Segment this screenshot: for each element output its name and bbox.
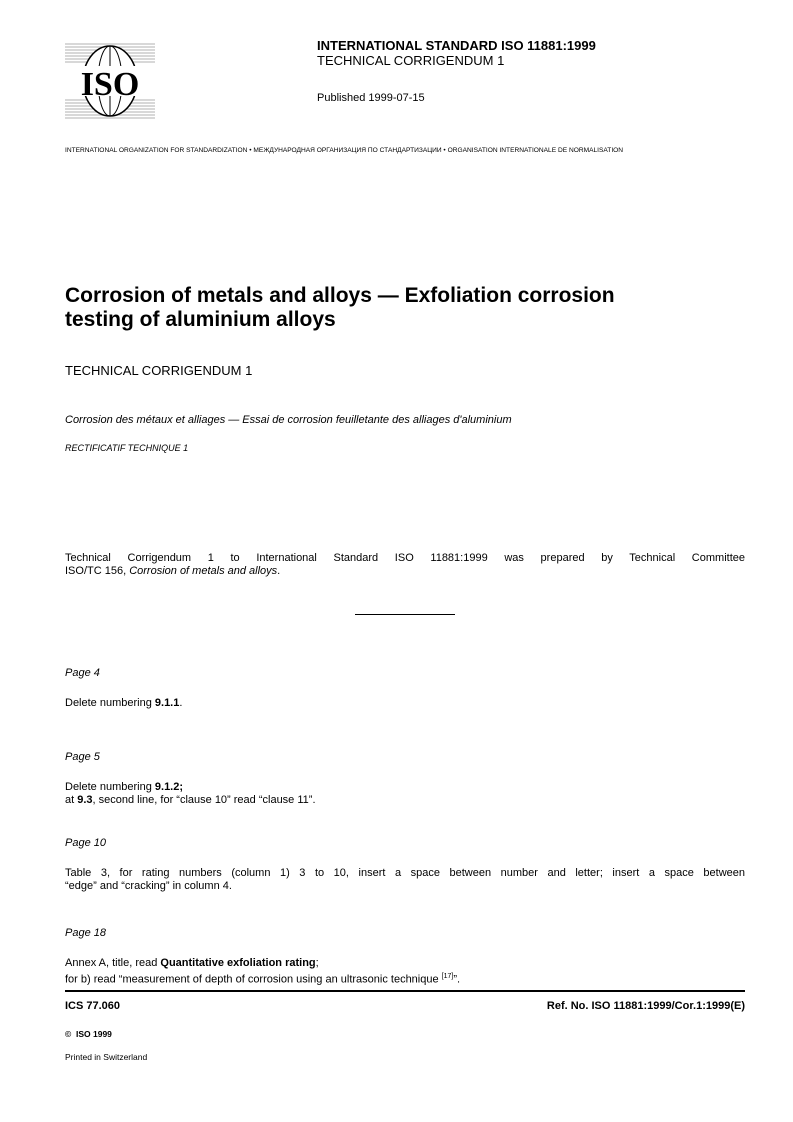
section-text: Delete numbering 9.1.2; at 9.3, second line, for “clause 10” read “clause 11”. xyxy=(65,781,316,806)
intro-line-2: ISO/TC 156, Corrosion of metals and alloys. xyxy=(65,565,281,577)
document-subtitle: TECHNICAL CORRIGENDUM 1 xyxy=(65,363,253,378)
section-text: Annex A, title, read Quantitative exfoliation rating; for b) read “measurement of depth of corrosion using an ultrasonic technique [17]”. xyxy=(65,957,461,986)
divider xyxy=(355,614,455,615)
footer-rule xyxy=(65,990,745,992)
organization-line: INTERNATIONAL ORGANIZATION FOR STANDARDIZATION • МЕЖДУНАРОДНАЯ ОРГАНИЗАЦИЯ ПО СТАНДАРТИЗАЦИИ • ORGANISATION INTERNATIONALE DE NORMALISATION xyxy=(65,147,624,154)
section-text: “edge” and “cracking” in column 4. xyxy=(65,880,232,892)
svg-text:ISO: ISO xyxy=(80,66,140,103)
french-subtitle: RECTIFICATIF TECHNIQUE 1 xyxy=(65,443,189,453)
french-title: Corrosion des métaux et alliages — Essai de corrosion feuilletante des alliages d'aluminium xyxy=(65,414,512,426)
document-title: Corrosion of metals and alloys — Exfoliation corrosion testing of aluminium alloys xyxy=(65,284,615,331)
copyright: © ISO 1999 xyxy=(65,1029,112,1039)
standard-number: INTERNATIONAL STANDARD ISO 11881:1999 xyxy=(317,38,596,53)
section-text: Delete numbering 9.1.1. xyxy=(65,697,183,709)
section-page-label: Page 4 xyxy=(65,667,100,679)
published-date: Published 1999-07-15 xyxy=(317,92,425,104)
intro-line-1: Technical Corrigendum 1 to International Standard ISO 11881:1999 was prepared by Technical Committee xyxy=(65,552,745,564)
printed-in: Printed in Switzerland xyxy=(65,1052,148,1062)
section-text: Table 3, for rating numbers (column 1) 3 to 10, insert a space between number and letter; insert a space between xyxy=(65,867,745,879)
corrigendum-label: TECHNICAL CORRIGENDUM 1 xyxy=(317,53,505,68)
reference-number: Ref. No. ISO 11881:1999/Cor.1:1999(E) xyxy=(546,1000,745,1012)
iso-logo xyxy=(65,42,155,120)
ics-code: ICS 77.060 xyxy=(65,1000,121,1012)
section-page-label: Page 10 xyxy=(65,837,106,849)
section-page-label: Page 5 xyxy=(65,751,100,763)
section-page-label: Page 18 xyxy=(65,927,106,939)
